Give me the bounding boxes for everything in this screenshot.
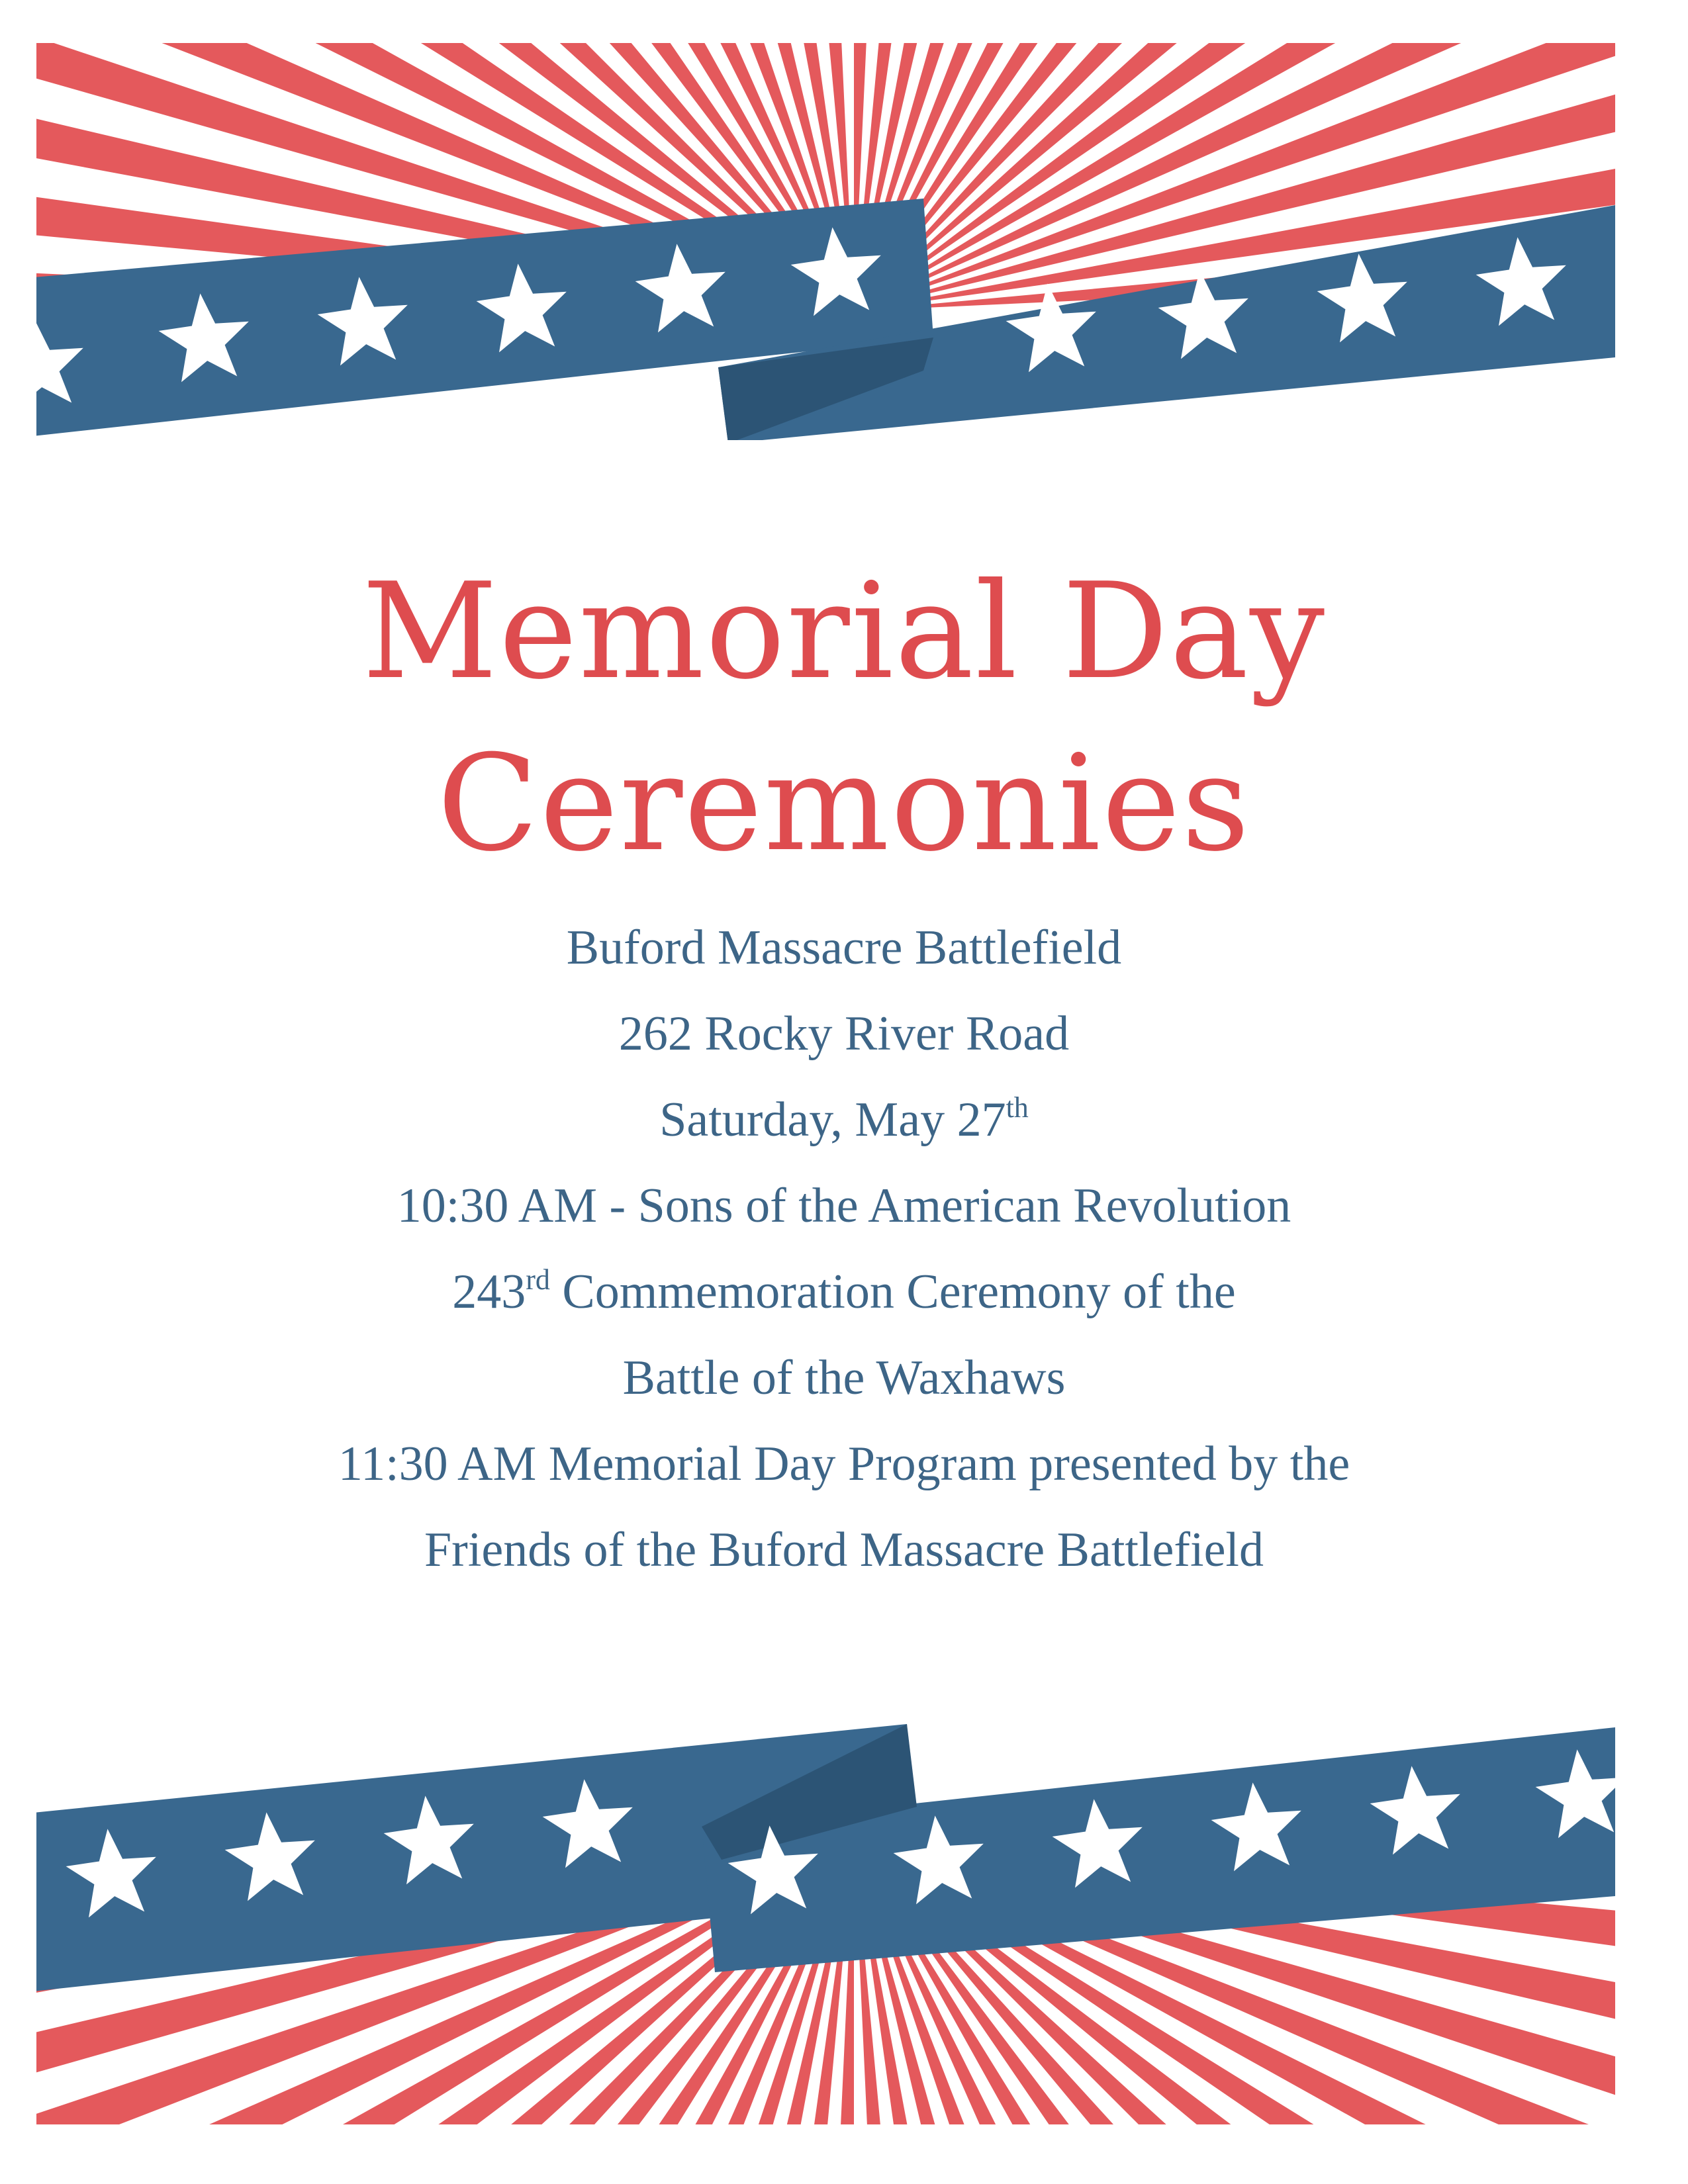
title-line-1: Memorial Day: [361, 555, 1327, 709]
bottom-stars-stripes-banner: [0, 1707, 1688, 2184]
program-time: 11:30 AM Memorial Day Program presented by the: [338, 1437, 1350, 1491]
battle-name: Battle of the Waxhaws: [622, 1351, 1066, 1405]
title-line-2: Ceremonies: [437, 727, 1251, 881]
commemoration-suffix: rd: [526, 1263, 550, 1296]
top-stars-stripes-banner: [0, 0, 1688, 463]
event-date-text: Saturday, May 27: [659, 1093, 1006, 1147]
address: 262 Rocky River Road: [618, 1007, 1070, 1061]
commemoration-text: Commemoration Ceremony of the: [549, 1265, 1236, 1319]
sar-event-time: 10:30 AM - Sons of the American Revolution: [397, 1179, 1291, 1233]
event-date-suffix: th: [1006, 1091, 1029, 1124]
commemoration-line: [0, 1263, 1688, 1319]
location-name: Buford Massacre Battlefield: [566, 921, 1122, 975]
event-date: [0, 1091, 1688, 1147]
presenter: Friends of the Buford Massacre Battlefield: [424, 1523, 1264, 1577]
commemoration-number: 243: [452, 1265, 526, 1319]
